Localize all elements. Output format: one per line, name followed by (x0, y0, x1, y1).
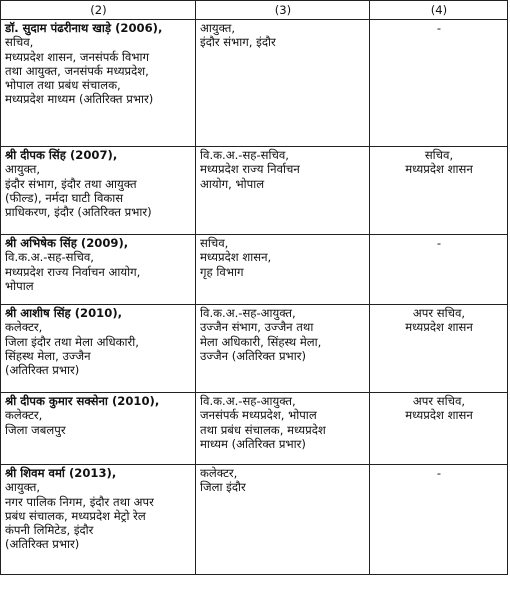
current-posting-line: तथा आयुक्त, जनसंपर्क मध्यप्रदेश, (5, 63, 149, 78)
current-posting-line: भोपाल तथा प्रबंध संचालक, (5, 78, 121, 93)
column-header-2: (2) (1, 1, 196, 20)
current-posting-line: आयुक्त, (5, 162, 41, 177)
current-posting-line: प्रबंध संचालक, मध्यप्रदेश मेट्रो रेल (5, 508, 146, 523)
officer-name: श्री दीपक सिंह (2007), (5, 148, 118, 163)
current-posting-line: आयुक्त, (5, 480, 41, 495)
new-posting-line: कलेक्टर, (200, 466, 238, 481)
current-posting-line: जिला जबलपुर (5, 422, 66, 437)
remark-line: - (436, 236, 442, 251)
current-posting-line: इंदौर संभाग, इंदौर तथा आयुक्त (5, 176, 137, 191)
new-posting-line: मध्यप्रदेश शासन, (200, 250, 272, 265)
table-row (1, 235, 508, 305)
remark-line: - (436, 21, 442, 36)
current-posting-line: कलेक्टर, (5, 320, 43, 335)
column-number-row (1, 1, 508, 20)
remark-line: अपर सचिव, (412, 394, 466, 409)
officer-cell (1, 147, 196, 235)
officer-name: श्री शिवम वर्मा (2013), (5, 466, 117, 481)
new-posting-cell (196, 305, 370, 393)
new-posting-line: माध्यम (अतिरिक्त प्रभार) (200, 436, 306, 451)
new-posting-line: आयुक्त, (200, 21, 236, 36)
officer-name: श्री दीपक कुमार सक्सेना (2010), (5, 394, 160, 409)
new-posting-line: सचिव, (200, 236, 229, 251)
new-posting-line: तथा प्रबंध संचालक, मध्यप्रदेश (200, 422, 326, 437)
remark-cell (370, 305, 508, 393)
officer-name: श्री अभिषेक सिंह (2009), (5, 236, 129, 251)
remark-line: मध्यप्रदेश शासन (405, 408, 473, 423)
current-posting-line: सिंहस्थ मेला, उज्जैन (5, 348, 91, 363)
new-posting-cell (196, 235, 370, 305)
officer-cell (1, 465, 196, 575)
table-row (1, 20, 508, 147)
new-posting-line: जिला इंदौर (200, 480, 246, 495)
current-posting-line: वि.क.अ.-सह-सचिव, (5, 250, 94, 265)
remark-cell (370, 235, 508, 305)
current-posting-line: मध्यप्रदेश राज्य निर्वाचन आयोग, (5, 264, 141, 279)
new-posting-line: वि.क.अ.-सह-आयुक्त, (200, 306, 296, 321)
table-row (1, 465, 508, 575)
new-posting-line: उज्जैन संभाग, उज्जैन तथा (200, 320, 314, 335)
column-header-4: (4) (370, 1, 508, 20)
officer-name: श्री आशीष सिंह (2010), (5, 306, 123, 321)
table-row (1, 147, 508, 235)
table-body (1, 20, 508, 575)
new-posting-line: आयोग, भोपाल (200, 176, 265, 191)
new-posting-cell (196, 20, 370, 147)
remark-line: सचिव, (424, 148, 454, 163)
current-posting-line: (फील्ड), नर्मदा घाटी विकास (5, 190, 124, 205)
new-posting-line: वि.क.अ.-सह-सचिव, (200, 148, 289, 163)
current-posting-line: प्राधिकरण, इंदौर (अतिरिक्त प्रभार) (5, 205, 152, 220)
new-posting-line: मध्यप्रदेश राज्य निर्वाचन (200, 162, 300, 177)
current-posting-line: जिला इंदौर तथा मेला अधिकारी, (5, 334, 139, 349)
new-posting-line: इंदौर संभाग, इंदौर (200, 35, 276, 50)
officer-cell (1, 235, 196, 305)
current-posting-line: सचिव, (5, 35, 34, 50)
table-row (1, 305, 508, 393)
table-row (1, 393, 508, 465)
remark-cell (370, 393, 508, 465)
column-header-3: (3) (196, 1, 370, 20)
remark-line: अपर सचिव, (412, 306, 466, 321)
current-posting-line: नगर पालिक निगम, इंदौर तथा अपर (5, 494, 154, 509)
remark-line: मध्यप्रदेश शासन (405, 320, 473, 335)
new-posting-line: गृह विभाग (200, 264, 244, 279)
current-posting-line: कंपनी लिमिटेड, इंदौर (5, 523, 94, 538)
officer-name: डॉ. सुदाम पंढरीनाथ खाड़े (2006), (5, 21, 163, 36)
remark-line: मध्यप्रदेश शासन (405, 162, 473, 177)
new-posting-cell (196, 393, 370, 465)
new-posting-line: उज्जैन (अतिरिक्त प्रभार) (200, 348, 306, 363)
new-posting-line: मेला अधिकारी, सिंहस्थ मेला, (200, 334, 322, 349)
officer-cell (1, 305, 196, 393)
remark-cell (370, 465, 508, 575)
remark-line: - (436, 466, 442, 481)
new-posting-line: वि.क.अ.-सह-आयुक्त, (200, 394, 296, 409)
current-posting-line: (अतिरिक्त प्रभार) (5, 363, 80, 378)
officer-cell (1, 20, 196, 147)
officer-cell (1, 393, 196, 465)
new-posting-line: जनसंपर्क मध्यप्रदेश, भोपाल (200, 408, 317, 423)
remark-cell (370, 147, 508, 235)
current-posting-line: मध्यप्रदेश शासन, जनसंपर्क विभाग (5, 49, 150, 64)
current-posting-line: मध्यप्रदेश माध्यम (अतिरिक्त प्रभार) (5, 92, 154, 107)
remark-cell (370, 20, 508, 147)
current-posting-line: (अतिरिक्त प्रभार) (5, 537, 80, 552)
new-posting-cell (196, 465, 370, 575)
new-posting-cell (196, 147, 370, 235)
current-posting-line: भोपाल (5, 278, 34, 293)
current-posting-line: कलेक्टर, (5, 408, 43, 423)
